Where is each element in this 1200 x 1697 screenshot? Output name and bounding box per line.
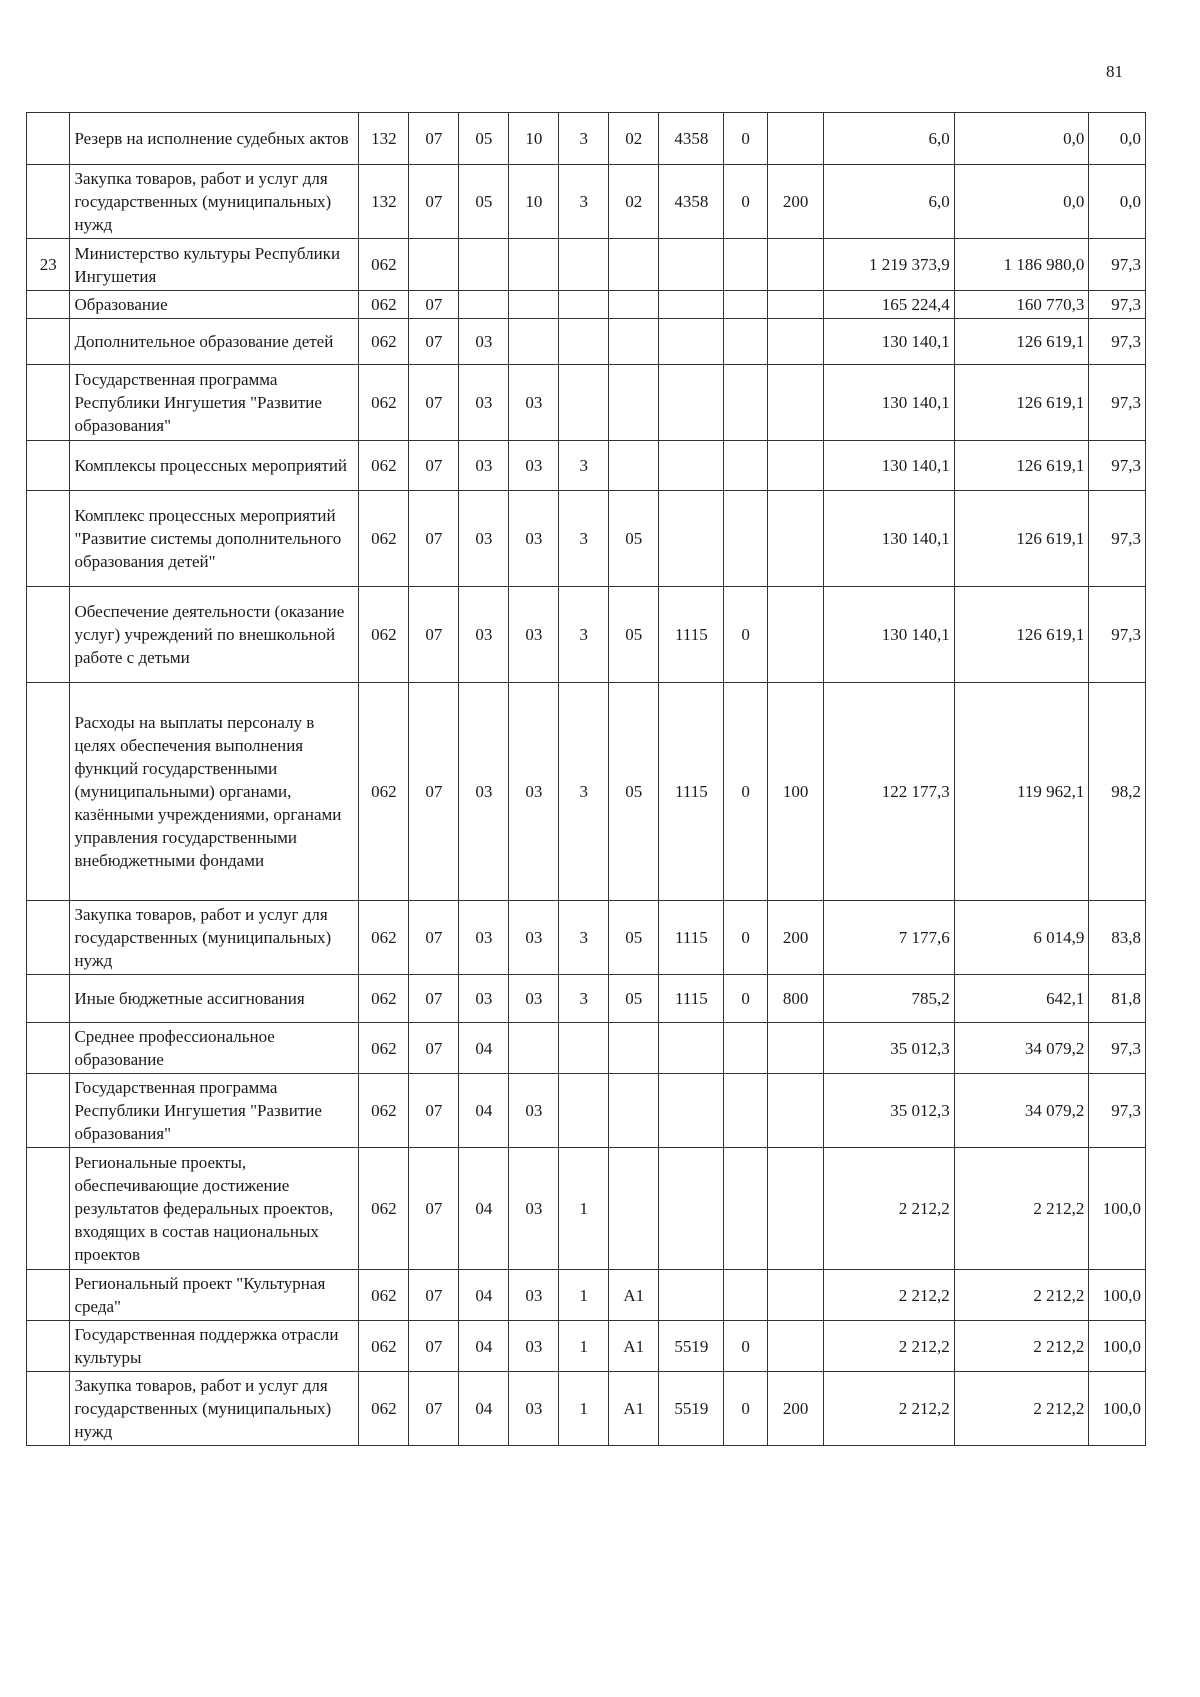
code-program: 10 xyxy=(509,165,559,239)
expense-name: Закупка товаров, работ и услуг для государственных (муниципальных) нужд xyxy=(70,1372,359,1446)
code-direction-sub: 0 xyxy=(724,975,767,1023)
code-expense-type xyxy=(767,1023,823,1074)
code-direction-sub xyxy=(724,239,767,291)
code-subprogram xyxy=(609,291,659,319)
planned-amount: 7 177,6 xyxy=(824,901,954,975)
code-section: 07 xyxy=(409,1074,459,1148)
actual-amount: 0,0 xyxy=(954,113,1089,165)
planned-amount: 1 219 373,9 xyxy=(824,239,954,291)
planned-amount: 2 212,2 xyxy=(824,1270,954,1321)
code-direction: 1115 xyxy=(659,975,724,1023)
code-section: 07 xyxy=(409,291,459,319)
table-row xyxy=(27,587,1146,683)
code-subsection xyxy=(459,291,509,319)
code-direction xyxy=(659,319,724,365)
expense-name: Образование xyxy=(70,291,359,319)
planned-amount: 130 140,1 xyxy=(824,365,954,441)
planned-amount: 130 140,1 xyxy=(824,441,954,491)
code-program: 03 xyxy=(509,1074,559,1148)
code-subprogram xyxy=(609,1074,659,1148)
planned-amount: 6,0 xyxy=(824,113,954,165)
code-ministry: 062 xyxy=(359,901,409,975)
execution-percent: 97,3 xyxy=(1089,1023,1146,1074)
table-row xyxy=(27,239,1146,291)
code-subsection: 04 xyxy=(459,1148,509,1270)
planned-amount: 130 140,1 xyxy=(824,491,954,587)
actual-amount: 0,0 xyxy=(954,165,1089,239)
code-subsection: 03 xyxy=(459,587,509,683)
code-ministry: 062 xyxy=(359,1270,409,1321)
code-program-type: 1 xyxy=(559,1321,609,1372)
code-ministry: 062 xyxy=(359,365,409,441)
code-direction xyxy=(659,365,724,441)
code-program xyxy=(509,1023,559,1074)
row-index xyxy=(27,441,70,491)
code-expense-type: 200 xyxy=(767,165,823,239)
planned-amount: 122 177,3 xyxy=(824,683,954,901)
code-subsection: 03 xyxy=(459,901,509,975)
code-ministry: 062 xyxy=(359,975,409,1023)
row-index xyxy=(27,491,70,587)
table-row xyxy=(27,1270,1146,1321)
code-section: 07 xyxy=(409,1270,459,1321)
code-subsection xyxy=(459,239,509,291)
code-ministry: 062 xyxy=(359,319,409,365)
code-expense-type xyxy=(767,491,823,587)
code-direction-sub: 0 xyxy=(724,901,767,975)
code-section xyxy=(409,239,459,291)
code-direction-sub xyxy=(724,291,767,319)
code-program: 03 xyxy=(509,1321,559,1372)
code-section: 07 xyxy=(409,901,459,975)
planned-amount: 35 012,3 xyxy=(824,1023,954,1074)
row-index xyxy=(27,683,70,901)
table-row xyxy=(27,491,1146,587)
code-subprogram xyxy=(609,1148,659,1270)
code-subsection: 03 xyxy=(459,975,509,1023)
code-section: 07 xyxy=(409,683,459,901)
code-program-type: 3 xyxy=(559,441,609,491)
row-index xyxy=(27,1148,70,1270)
budget-table xyxy=(26,112,1146,1446)
actual-amount: 160 770,3 xyxy=(954,291,1089,319)
code-direction-sub: 0 xyxy=(724,165,767,239)
actual-amount: 126 619,1 xyxy=(954,319,1089,365)
actual-amount: 2 212,2 xyxy=(954,1270,1089,1321)
planned-amount: 6,0 xyxy=(824,165,954,239)
code-subprogram: 05 xyxy=(609,901,659,975)
execution-percent: 97,3 xyxy=(1089,291,1146,319)
code-subprogram: A1 xyxy=(609,1372,659,1446)
actual-amount: 119 962,1 xyxy=(954,683,1089,901)
code-direction: 1115 xyxy=(659,587,724,683)
table-row xyxy=(27,1074,1146,1148)
table-row xyxy=(27,365,1146,441)
code-section: 07 xyxy=(409,587,459,683)
row-index xyxy=(27,1270,70,1321)
code-direction-sub: 0 xyxy=(724,1372,767,1446)
execution-percent: 97,3 xyxy=(1089,491,1146,587)
code-subsection: 05 xyxy=(459,113,509,165)
code-direction xyxy=(659,291,724,319)
row-index xyxy=(27,1372,70,1446)
expense-name: Государственная поддержка отрасли культуры xyxy=(70,1321,359,1372)
expense-name: Среднее профессиональное образование xyxy=(70,1023,359,1074)
code-subprogram: A1 xyxy=(609,1270,659,1321)
execution-percent: 100,0 xyxy=(1089,1270,1146,1321)
actual-amount: 2 212,2 xyxy=(954,1321,1089,1372)
code-direction xyxy=(659,441,724,491)
code-subsection: 03 xyxy=(459,491,509,587)
execution-percent: 97,3 xyxy=(1089,441,1146,491)
planned-amount: 2 212,2 xyxy=(824,1321,954,1372)
code-section: 07 xyxy=(409,319,459,365)
actual-amount: 126 619,1 xyxy=(954,587,1089,683)
code-program-type: 1 xyxy=(559,1148,609,1270)
code-program xyxy=(509,291,559,319)
code-direction: 5519 xyxy=(659,1321,724,1372)
code-direction xyxy=(659,491,724,587)
code-direction xyxy=(659,239,724,291)
actual-amount: 6 014,9 xyxy=(954,901,1089,975)
code-ministry: 132 xyxy=(359,113,409,165)
code-program: 03 xyxy=(509,441,559,491)
planned-amount: 130 140,1 xyxy=(824,587,954,683)
row-index xyxy=(27,113,70,165)
actual-amount: 1 186 980,0 xyxy=(954,239,1089,291)
code-program xyxy=(509,239,559,291)
planned-amount: 2 212,2 xyxy=(824,1148,954,1270)
code-subsection: 04 xyxy=(459,1074,509,1148)
code-section: 07 xyxy=(409,1321,459,1372)
table-row xyxy=(27,683,1146,901)
code-ministry: 062 xyxy=(359,1023,409,1074)
row-index xyxy=(27,1321,70,1372)
table-row xyxy=(27,1148,1146,1270)
code-program-type: 3 xyxy=(559,975,609,1023)
row-index xyxy=(27,975,70,1023)
code-expense-type xyxy=(767,441,823,491)
code-direction-sub xyxy=(724,319,767,365)
code-direction: 1115 xyxy=(659,683,724,901)
code-expense-type xyxy=(767,1148,823,1270)
code-section: 07 xyxy=(409,1023,459,1074)
code-direction: 4358 xyxy=(659,165,724,239)
code-program: 03 xyxy=(509,683,559,901)
code-direction-sub xyxy=(724,441,767,491)
code-section: 07 xyxy=(409,1148,459,1270)
code-subprogram: 05 xyxy=(609,587,659,683)
execution-percent: 83,8 xyxy=(1089,901,1146,975)
code-program: 03 xyxy=(509,975,559,1023)
expense-name: Дополнительное образование детей xyxy=(70,319,359,365)
actual-amount: 34 079,2 xyxy=(954,1023,1089,1074)
execution-percent: 0,0 xyxy=(1089,113,1146,165)
code-section: 07 xyxy=(409,165,459,239)
table-row xyxy=(27,1321,1146,1372)
planned-amount: 130 140,1 xyxy=(824,319,954,365)
code-program-type xyxy=(559,239,609,291)
code-program: 03 xyxy=(509,1148,559,1270)
row-index xyxy=(27,165,70,239)
expense-name: Расходы на выплаты персоналу в целях обеспечения выполнения функций государственными (муниципальными) органами, казёнными учреждениями, органами управления государственными внебюджетными фондами xyxy=(70,683,359,901)
code-subprogram xyxy=(609,319,659,365)
code-program: 03 xyxy=(509,901,559,975)
code-ministry: 062 xyxy=(359,1321,409,1372)
code-direction-sub: 0 xyxy=(724,587,767,683)
code-direction-sub xyxy=(724,1023,767,1074)
execution-percent: 97,3 xyxy=(1089,587,1146,683)
code-expense-type: 200 xyxy=(767,1372,823,1446)
actual-amount: 34 079,2 xyxy=(954,1074,1089,1148)
expense-name: Региональный проект "Культурная среда" xyxy=(70,1270,359,1321)
code-program: 03 xyxy=(509,1270,559,1321)
code-subsection: 04 xyxy=(459,1270,509,1321)
code-direction-sub: 0 xyxy=(724,683,767,901)
code-program-type: 3 xyxy=(559,113,609,165)
actual-amount: 2 212,2 xyxy=(954,1372,1089,1446)
table-row xyxy=(27,319,1146,365)
code-subsection: 03 xyxy=(459,319,509,365)
expense-name: Обеспечение деятельности (оказание услуг) учреждений по внешкольной работе с детьми xyxy=(70,587,359,683)
row-index xyxy=(27,319,70,365)
code-subsection: 03 xyxy=(459,441,509,491)
code-subsection: 03 xyxy=(459,365,509,441)
row-index xyxy=(27,1023,70,1074)
actual-amount: 126 619,1 xyxy=(954,365,1089,441)
code-ministry: 062 xyxy=(359,1074,409,1148)
execution-percent: 0,0 xyxy=(1089,165,1146,239)
code-program: 03 xyxy=(509,365,559,441)
page-number: 81 xyxy=(1106,62,1123,81)
code-program-type: 3 xyxy=(559,901,609,975)
code-expense-type: 100 xyxy=(767,683,823,901)
code-ministry: 062 xyxy=(359,1372,409,1446)
expense-name: Закупка товаров, работ и услуг для государственных (муниципальных) нужд xyxy=(70,901,359,975)
code-subprogram: 02 xyxy=(609,165,659,239)
code-subsection: 04 xyxy=(459,1321,509,1372)
execution-percent: 97,3 xyxy=(1089,1074,1146,1148)
code-subprogram: A1 xyxy=(609,1321,659,1372)
execution-percent: 100,0 xyxy=(1089,1148,1146,1270)
code-program-type: 1 xyxy=(559,1270,609,1321)
actual-amount: 126 619,1 xyxy=(954,491,1089,587)
code-program-type xyxy=(559,1023,609,1074)
code-subprogram: 02 xyxy=(609,113,659,165)
expense-name: Комплексы процессных мероприятий xyxy=(70,441,359,491)
row-index xyxy=(27,587,70,683)
code-ministry: 132 xyxy=(359,165,409,239)
actual-amount: 642,1 xyxy=(954,975,1089,1023)
code-subprogram xyxy=(609,239,659,291)
code-subprogram xyxy=(609,441,659,491)
expense-name: Государственная программа Республики Ингушетия "Развитие образования" xyxy=(70,365,359,441)
code-program: 03 xyxy=(509,587,559,683)
expense-name: Министерство культуры Республики Ингушетия xyxy=(70,239,359,291)
code-program-type xyxy=(559,1074,609,1148)
expense-name: Резерв на исполнение судебных актов xyxy=(70,113,359,165)
planned-amount: 785,2 xyxy=(824,975,954,1023)
execution-percent: 100,0 xyxy=(1089,1372,1146,1446)
code-section: 07 xyxy=(409,1372,459,1446)
code-ministry: 062 xyxy=(359,587,409,683)
code-program: 03 xyxy=(509,491,559,587)
code-section: 07 xyxy=(409,975,459,1023)
code-section: 07 xyxy=(409,113,459,165)
table-row xyxy=(27,165,1146,239)
code-subsection: 04 xyxy=(459,1023,509,1074)
code-program-type xyxy=(559,365,609,441)
code-direction-sub: 0 xyxy=(724,113,767,165)
code-direction-sub xyxy=(724,491,767,587)
planned-amount: 2 212,2 xyxy=(824,1372,954,1446)
code-section: 07 xyxy=(409,491,459,587)
code-expense-type: 800 xyxy=(767,975,823,1023)
code-subsection: 04 xyxy=(459,1372,509,1446)
code-section: 07 xyxy=(409,365,459,441)
execution-percent: 97,3 xyxy=(1089,239,1146,291)
row-index xyxy=(27,365,70,441)
code-expense-type xyxy=(767,113,823,165)
code-direction: 1115 xyxy=(659,901,724,975)
code-expense-type xyxy=(767,365,823,441)
code-ministry: 062 xyxy=(359,683,409,901)
code-direction: 5519 xyxy=(659,1372,724,1446)
row-index: 23 xyxy=(27,239,70,291)
planned-amount: 35 012,3 xyxy=(824,1074,954,1148)
execution-percent: 100,0 xyxy=(1089,1321,1146,1372)
table-row xyxy=(27,291,1146,319)
expense-name: Комплекс процессных мероприятий "Развитие системы дополнительного образования детей" xyxy=(70,491,359,587)
code-program-type: 3 xyxy=(559,587,609,683)
execution-percent: 97,3 xyxy=(1089,319,1146,365)
expense-name: Иные бюджетные ассигнования xyxy=(70,975,359,1023)
actual-amount: 2 212,2 xyxy=(954,1148,1089,1270)
code-expense-type xyxy=(767,1270,823,1321)
table-row xyxy=(27,113,1146,165)
code-subsection: 03 xyxy=(459,683,509,901)
code-direction xyxy=(659,1023,724,1074)
actual-amount: 126 619,1 xyxy=(954,441,1089,491)
code-program-type: 1 xyxy=(559,1372,609,1446)
planned-amount: 165 224,4 xyxy=(824,291,954,319)
code-expense-type xyxy=(767,319,823,365)
execution-percent: 97,3 xyxy=(1089,365,1146,441)
code-ministry: 062 xyxy=(359,491,409,587)
code-ministry: 062 xyxy=(359,291,409,319)
code-program-type xyxy=(559,319,609,365)
row-index xyxy=(27,1074,70,1148)
code-program: 03 xyxy=(509,1372,559,1446)
code-ministry: 062 xyxy=(359,441,409,491)
code-program-type: 3 xyxy=(559,491,609,587)
execution-percent: 81,8 xyxy=(1089,975,1146,1023)
expense-name: Региональные проекты, обеспечивающие достижение результатов федеральных проектов, входящих в состав национальных проектов xyxy=(70,1148,359,1270)
expense-name: Государственная программа Республики Ингушетия "Развитие образования" xyxy=(70,1074,359,1148)
code-direction xyxy=(659,1074,724,1148)
code-expense-type xyxy=(767,291,823,319)
table-row xyxy=(27,1023,1146,1074)
code-program-type: 3 xyxy=(559,683,609,901)
code-direction xyxy=(659,1270,724,1321)
code-expense-type xyxy=(767,587,823,683)
code-direction-sub xyxy=(724,1148,767,1270)
code-section: 07 xyxy=(409,441,459,491)
row-index xyxy=(27,291,70,319)
code-subsection: 05 xyxy=(459,165,509,239)
code-subprogram: 05 xyxy=(609,975,659,1023)
code-subprogram: 05 xyxy=(609,491,659,587)
code-subprogram: 05 xyxy=(609,683,659,901)
code-expense-type xyxy=(767,1074,823,1148)
code-expense-type xyxy=(767,239,823,291)
table-row xyxy=(27,1372,1146,1446)
code-direction xyxy=(659,1148,724,1270)
code-expense-type: 200 xyxy=(767,901,823,975)
code-subprogram xyxy=(609,365,659,441)
table-row xyxy=(27,901,1146,975)
code-direction-sub xyxy=(724,1270,767,1321)
execution-percent: 98,2 xyxy=(1089,683,1146,901)
code-direction-sub: 0 xyxy=(724,1321,767,1372)
expense-name: Закупка товаров, работ и услуг для государственных (муниципальных) нужд xyxy=(70,165,359,239)
code-program: 10 xyxy=(509,113,559,165)
code-ministry: 062 xyxy=(359,1148,409,1270)
row-index xyxy=(27,901,70,975)
table-row xyxy=(27,975,1146,1023)
code-direction: 4358 xyxy=(659,113,724,165)
code-direction-sub xyxy=(724,365,767,441)
code-subprogram xyxy=(609,1023,659,1074)
code-expense-type xyxy=(767,1321,823,1372)
code-program-type: 3 xyxy=(559,165,609,239)
code-program xyxy=(509,319,559,365)
code-direction-sub xyxy=(724,1074,767,1148)
code-ministry: 062 xyxy=(359,239,409,291)
code-program-type xyxy=(559,291,609,319)
table-row xyxy=(27,441,1146,491)
